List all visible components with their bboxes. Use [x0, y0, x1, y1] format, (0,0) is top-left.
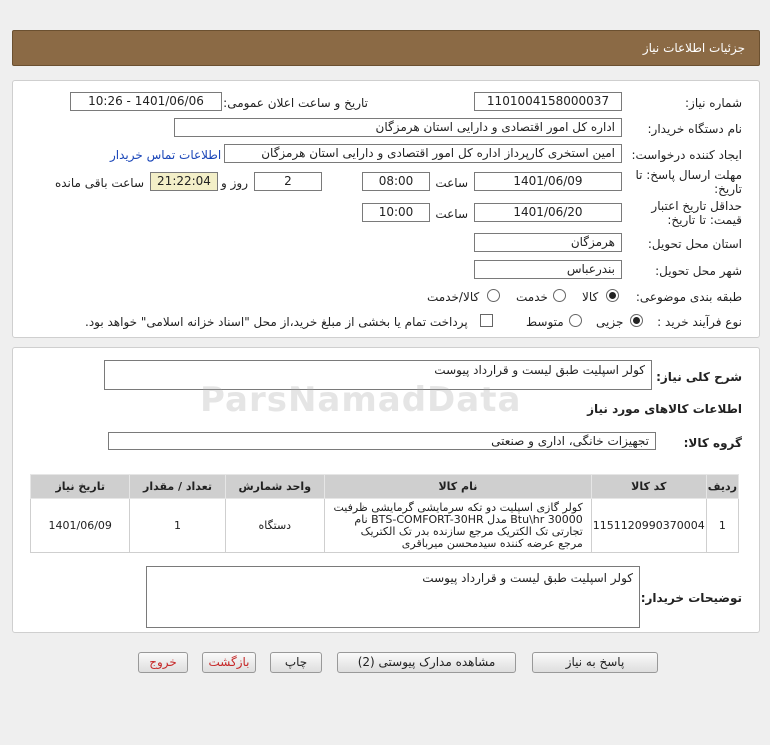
city-label: شهر محل تحویل:	[655, 264, 742, 278]
col-qty: تعداد / مقدار	[130, 475, 225, 499]
col-name: نام کالا	[325, 475, 592, 499]
deadline-time-field: 08:00	[362, 172, 430, 191]
items-table	[30, 474, 739, 553]
cell-code: 1151120990370004	[591, 499, 706, 553]
process-radio-medium[interactable]	[569, 314, 582, 327]
category-option-service: خدمت	[516, 290, 548, 304]
summary-field: کولر اسپلیت طبق لیست و قرارداد پیوست	[104, 360, 652, 390]
print-button[interactable]: چاپ	[270, 652, 322, 673]
exit-button[interactable]: خروج	[138, 652, 188, 673]
validity-time-field: 10:00	[362, 203, 430, 222]
category-radio-service[interactable]	[553, 289, 566, 302]
announce-field: 1401/06/06 - 10:26	[70, 92, 222, 111]
process-option-minor: جزیی	[596, 315, 624, 329]
goods-info-title: اطلاعات کالاهای مورد نیاز	[587, 402, 742, 416]
cell-name: کولر گازی اسپلیت دو تکه سرمایشی گرمایشی ظرفیت 30000 Btu\hr مدل BTS-COMFORT-30HR نام تجارتی تک الکتریک مرجع سازنده بدر تک الکتریک مرجع عرضه کننده سیدمحسن میرباقری	[325, 499, 592, 553]
days-field: 2	[254, 172, 322, 191]
validity-date-field: 1401/06/20	[474, 203, 622, 222]
group-label: گروه کالا:	[683, 436, 742, 450]
need-number-label: شماره نیاز:	[685, 96, 742, 110]
deadline-label-1: مهلت ارسال پاسخ: تا	[635, 168, 742, 182]
reply-button[interactable]: پاسخ به نیاز	[532, 652, 658, 673]
cell-row: 1	[706, 499, 738, 553]
remaining-label: ساعت باقی مانده	[54, 176, 144, 190]
group-field: تجهیزات خانگی، اداری و صنعتی	[108, 432, 656, 450]
process-option-medium: متوسط	[526, 315, 564, 329]
treasury-payment-note: پرداخت تمام یا بخشی از مبلغ خرید،از محل "اسناد خزانه اسلامی" خواهد بود.	[85, 315, 468, 329]
page-header	[12, 30, 760, 66]
deadline-label-2: تاریخ:	[714, 182, 742, 196]
buyer-notes-field: کولر اسپلیت طبق لیست و قرارداد پیوست	[146, 566, 640, 628]
process-radio-minor[interactable]	[630, 314, 643, 327]
category-radio-goods-service[interactable]	[487, 289, 500, 302]
category-label: طبقه بندی موضوعی:	[635, 290, 742, 304]
province-label: استان محل تحویل:	[647, 237, 742, 251]
category-option-goods-service: کالا/خدمت	[427, 290, 480, 304]
buyer-notes-label: توضیحات خریدار:	[640, 591, 742, 605]
deadline-time-label: ساعت	[435, 176, 468, 190]
buyer-org-label: نام دستگاه خریدار:	[647, 122, 742, 136]
city-field: بندرعباس	[474, 260, 622, 279]
remaining-time-field: 21:22:04	[150, 172, 218, 191]
process-label: نوع فرآیند خرید :	[657, 315, 742, 329]
days-label: روز و	[221, 176, 248, 190]
deadline-date-field: 1401/06/09	[474, 172, 622, 191]
announce-label: تاریخ و ساعت اعلان عمومی:	[223, 96, 368, 110]
summary-label: شرح کلی نیاز:	[656, 370, 742, 384]
cell-unit: دستگاه	[225, 499, 324, 553]
col-code: کد کالا	[591, 475, 706, 499]
need-number-field: 1101004158000037	[474, 92, 622, 111]
col-date: تاریخ نیاز	[31, 475, 130, 499]
validity-time-label: ساعت	[435, 207, 468, 221]
cell-date: 1401/06/09	[31, 499, 130, 553]
cell-qty: 1	[130, 499, 225, 553]
category-radio-goods[interactable]	[606, 289, 619, 302]
col-unit: واحد شمارش	[225, 475, 324, 499]
validity-label-2: قیمت: تا تاریخ:	[667, 213, 742, 227]
table-header-row	[31, 475, 739, 499]
table-row	[31, 499, 739, 553]
contact-buyer-link[interactable]: اطلاعات تماس خریدار	[110, 148, 222, 162]
creator-field: امین استخری کارپرداز اداره کل امور اقتصادی و دارایی استان هرمزگان	[224, 144, 622, 163]
view-documents-button[interactable]: مشاهده مدارک پیوستی (2)	[337, 652, 516, 673]
province-field: هرمزگان	[474, 233, 622, 252]
page-title: جزئیات اطلاعات نیاز	[642, 41, 745, 55]
back-button[interactable]: بازگشت	[202, 652, 256, 673]
treasury-payment-checkbox[interactable]	[480, 314, 493, 327]
col-row: ردیف	[706, 475, 738, 499]
buyer-org-field: اداره کل امور اقتصادی و دارایی استان هرمزگان	[174, 118, 622, 137]
creator-label: ایجاد کننده درخواست:	[631, 148, 742, 162]
validity-label-1: حداقل تاریخ اعتبار	[651, 199, 742, 213]
category-option-goods: کالا	[582, 290, 599, 304]
watermark: ParsNamadData	[200, 380, 522, 420]
